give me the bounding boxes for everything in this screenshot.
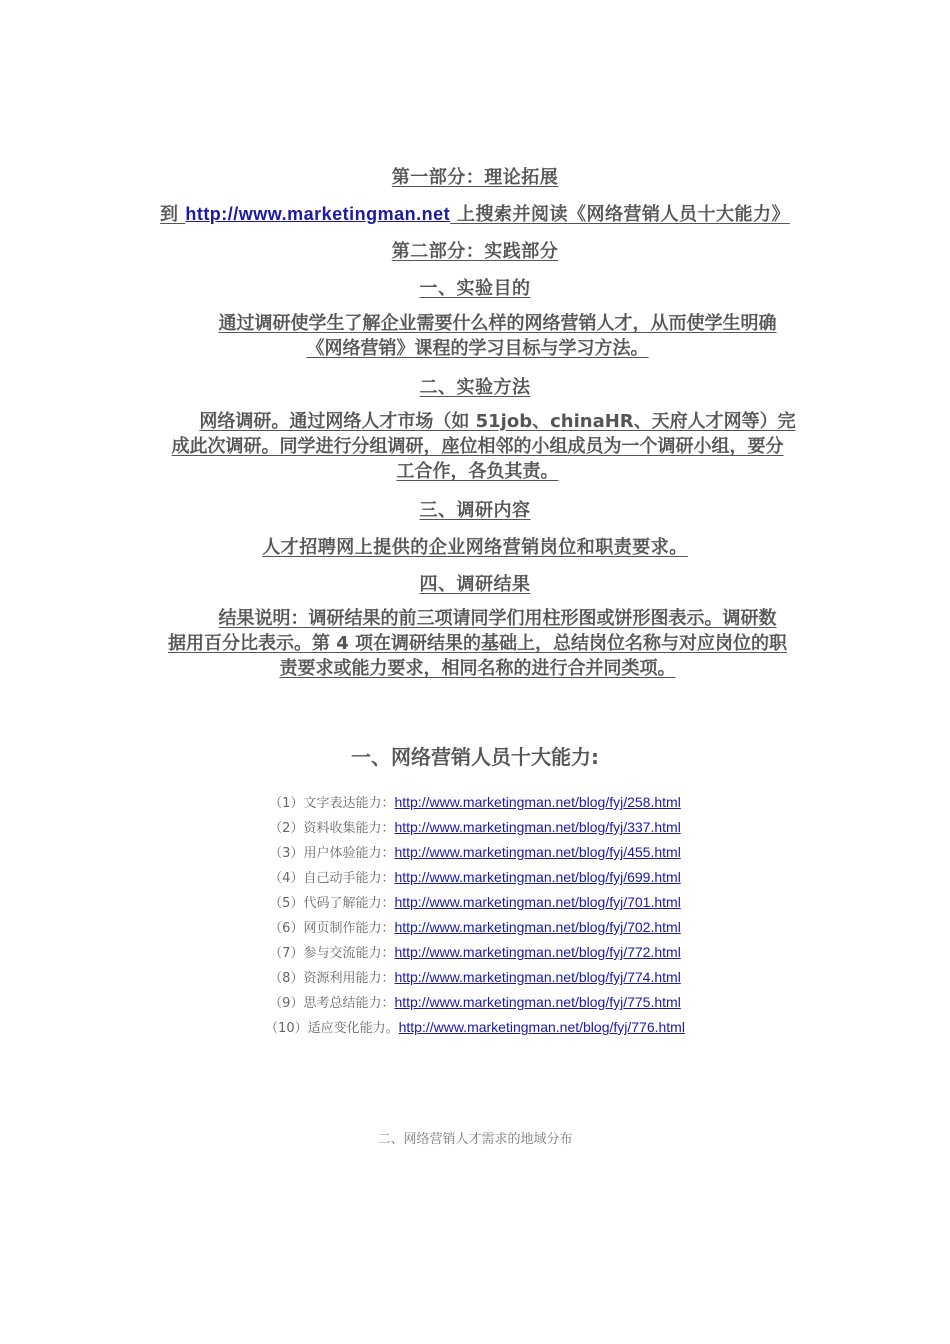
- list-item: [0, 865, 950, 890]
- section3-title: 三、调研内容: [419, 500, 531, 521]
- ability-link[interactable]: http://www.marketingman.net/blog/fyj/775.html: [394, 994, 681, 1010]
- section1-line2: 《网络营销》课程的学习目标与学习方法。: [306, 338, 649, 359]
- part1-instruction: [0, 200, 950, 226]
- section1-title: 一、实验目的: [419, 278, 531, 299]
- ability-link[interactable]: http://www.marketingman.net/blog/fyj/337.html: [394, 819, 681, 835]
- list-item: [0, 1015, 950, 1040]
- list-item: [0, 790, 950, 815]
- section2-line2: 成此次调研。同学进行分组调研，座位相邻的小组成员为一个调研小组，要分: [171, 436, 784, 457]
- ability-link[interactable]: http://www.marketingman.net/blog/fyj/772.html: [394, 944, 681, 960]
- footer-heading: 二、网络营销人才需求的地域分布: [377, 1132, 573, 1147]
- part1-title: 第一部分：理论拓展: [391, 167, 559, 188]
- marketingman-link[interactable]: http://www.marketingman.net: [185, 204, 451, 224]
- list-item: [0, 890, 950, 915]
- ability-label: （4）自己动手能力：: [269, 871, 395, 886]
- ability-label: （3）用户体验能力：: [269, 846, 395, 861]
- section4-line2: 据用百分比表示。第 4 项在调研结果的基础上，总结岗位名称与对应岗位的职: [167, 633, 788, 654]
- section1-body: [150, 311, 805, 361]
- instruction-suffix: 上搜索并阅读《网络营销人员十大能力》: [450, 204, 790, 225]
- part2-title: 第二部分：实践部分: [391, 241, 559, 262]
- ability-label: （2）资料收集能力：: [269, 821, 395, 836]
- section3-body: 人才招聘网上提供的企业网络营销岗位和职责要求。: [262, 537, 688, 558]
- ability-label: （7）参与交流能力：: [269, 946, 395, 961]
- instruction-prefix: 到: [160, 204, 186, 225]
- abilities-list: [0, 790, 950, 1040]
- ability-link[interactable]: http://www.marketingman.net/blog/fyj/776.html: [398, 1019, 685, 1035]
- ability-label: （5）代码了解能力：: [269, 896, 395, 911]
- section4-title: 四、调研结果: [419, 574, 531, 595]
- list-item: [0, 965, 950, 990]
- ability-link[interactable]: http://www.marketingman.net/blog/fyj/774.html: [394, 969, 681, 985]
- section2-body: [150, 409, 805, 484]
- ability-link[interactable]: http://www.marketingman.net/blog/fyj/701.html: [394, 894, 681, 910]
- ability-link[interactable]: http://www.marketingman.net/blog/fyj/702.html: [394, 919, 681, 935]
- section2-title: 二、实验方法: [419, 377, 531, 398]
- ability-label: （8）资源利用能力：: [269, 971, 395, 986]
- ability-link[interactable]: http://www.marketingman.net/blog/fyj/455.html: [394, 844, 681, 860]
- list-item: [0, 940, 950, 965]
- section4-line1: 结果说明：调研结果的前三项请同学们用柱形图或饼形图表示。调研数: [218, 608, 777, 629]
- ability-link[interactable]: http://www.marketingman.net/blog/fyj/258.html: [394, 794, 681, 810]
- section1-line1: 通过调研使学生了解企业需要什么样的网络营销人才，从而使学生明确: [218, 313, 777, 334]
- list-item: [0, 840, 950, 865]
- list-item: [0, 990, 950, 1015]
- section2-line1: 网络调研。通过网络人才市场（如 51job、chinaHR、天府人才网等）完: [199, 411, 796, 432]
- abilities-heading: 一、网络营销人员十大能力:: [351, 745, 599, 769]
- section2-line3: 工合作，各负其责。: [396, 461, 559, 482]
- ability-label: （1）文字表达能力：: [269, 796, 395, 811]
- list-item: [0, 815, 950, 840]
- ability-label: （6）网页制作能力：: [269, 921, 395, 936]
- ability-link[interactable]: http://www.marketingman.net/blog/fyj/699.html: [394, 869, 681, 885]
- ability-label: （9）思考总结能力：: [269, 996, 395, 1011]
- section4-line3: 责要求或能力要求，相同名称的进行合并同类项。: [279, 658, 676, 679]
- list-item: [0, 915, 950, 940]
- ability-label: （10）适应变化能力。: [265, 1021, 399, 1036]
- section4-body: [150, 606, 805, 681]
